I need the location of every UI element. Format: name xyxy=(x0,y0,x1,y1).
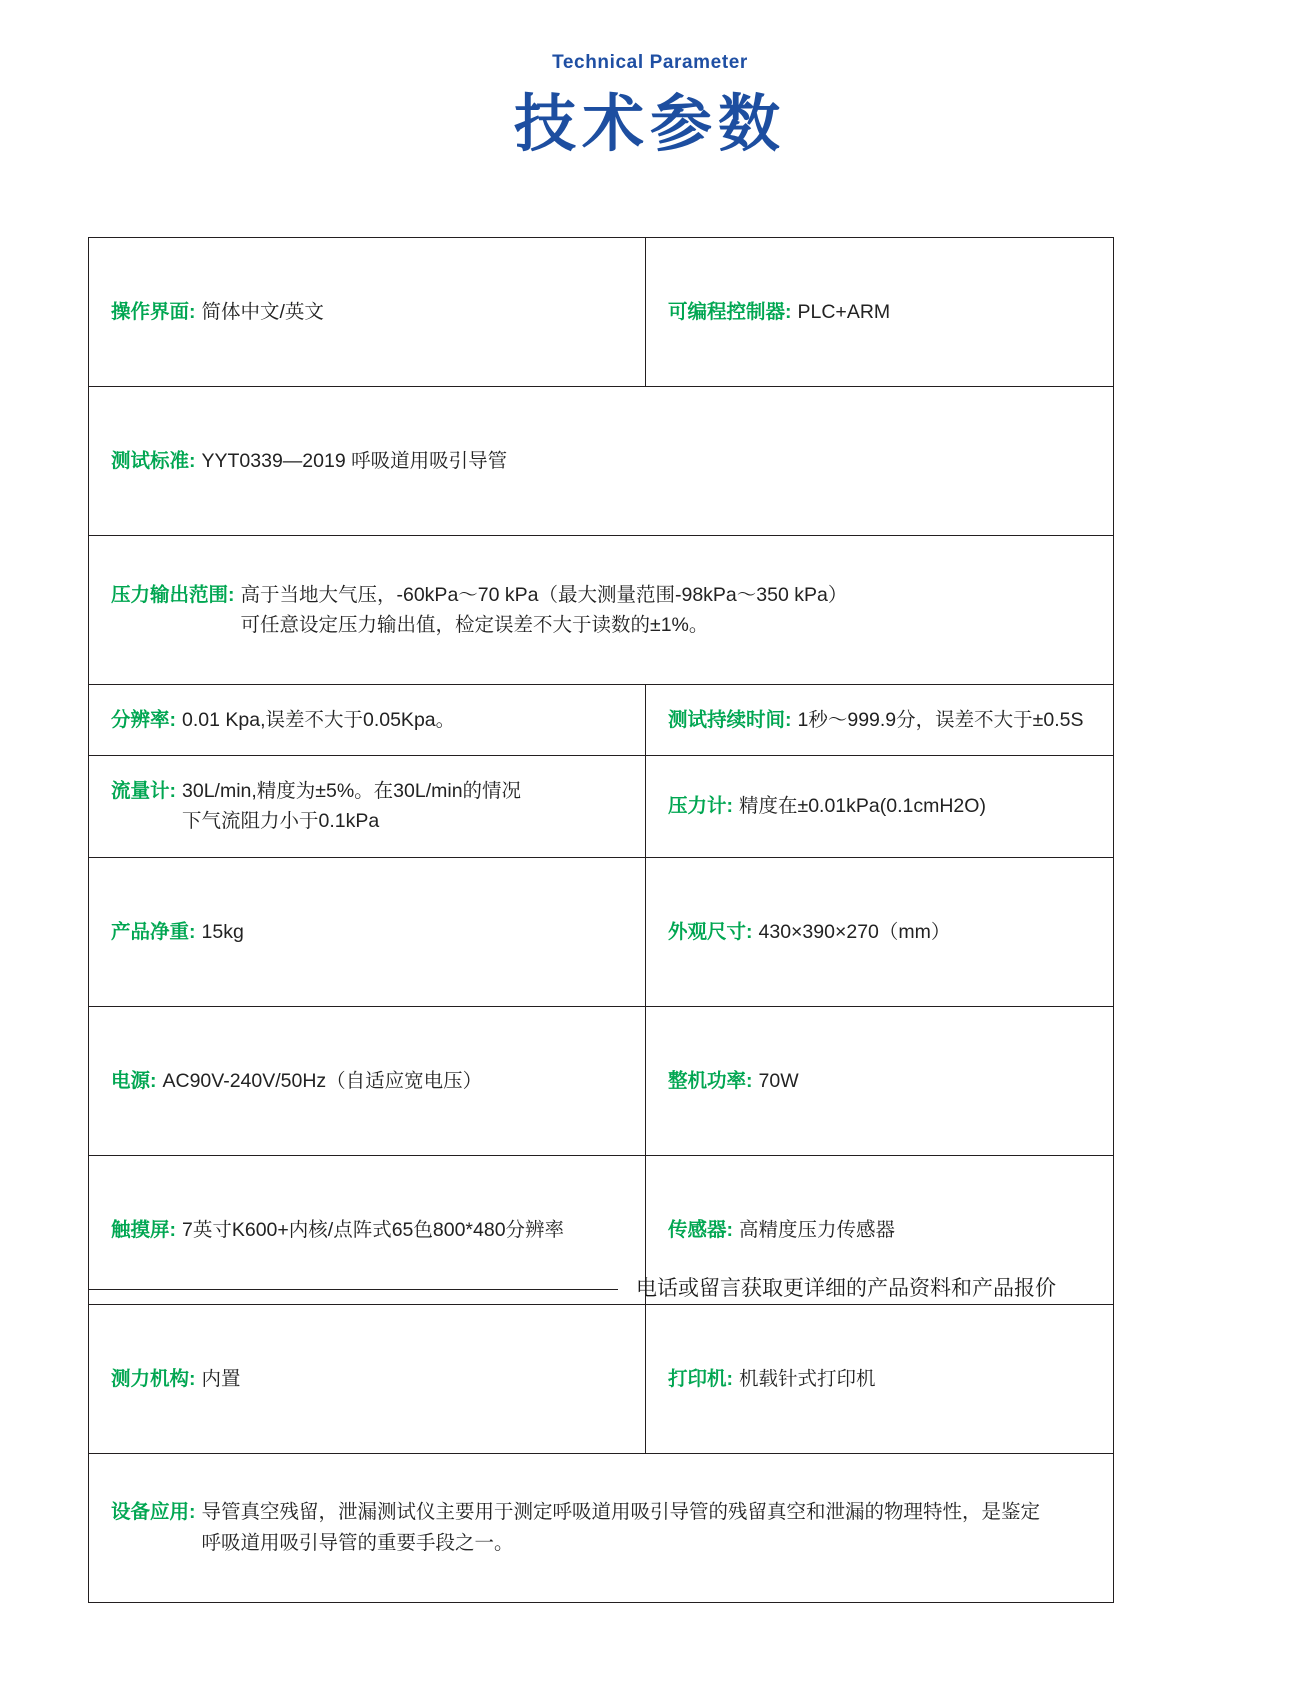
spec-label: 测力机构: xyxy=(111,1367,196,1390)
spec-value-line-2: 可任意设定压力输出值，检定误差不大于读数的±1%。 xyxy=(240,614,709,636)
spec-cell-application xyxy=(89,1453,1114,1602)
table-row xyxy=(89,685,1114,756)
spec-value-line-2: 下气流阻力小于0.1kPa xyxy=(182,810,380,833)
page-title: 技术参数 xyxy=(513,90,786,159)
spec-cell-plc-controller xyxy=(646,238,1114,387)
spec-cell-pressure-gauge xyxy=(646,756,1114,857)
spec-value: 机载针式打印机 xyxy=(739,1367,876,1390)
spec-label: 触摸屏: xyxy=(111,1218,176,1241)
spec-label: 压力计: xyxy=(668,795,733,818)
spec-label: 打印机: xyxy=(668,1367,733,1390)
spec-value: YYT0339—2019 呼吸道用吸引导管 xyxy=(201,449,508,472)
table-row xyxy=(89,756,1114,857)
spec-cell-net-weight xyxy=(89,857,646,1006)
spec-value: AC90V-240V/50Hz（自适应宽电压） xyxy=(162,1069,483,1092)
spec-value: 70W xyxy=(758,1069,799,1092)
table-row xyxy=(89,1453,1114,1602)
spec-cell-operation-interface xyxy=(89,238,646,387)
table-row xyxy=(89,857,1114,1006)
spec-value: 7英寸K600+内核/点阵式65色800*480分辨率 xyxy=(182,1218,565,1241)
spec-cell-test-duration xyxy=(646,685,1114,756)
spec-label: 传感器: xyxy=(668,1218,733,1241)
spec-value: PLC+ARM xyxy=(797,300,891,323)
spec-value-block xyxy=(202,1497,1092,1557)
spec-label: 整机功率: xyxy=(668,1069,753,1092)
spec-cell-total-power xyxy=(646,1006,1114,1155)
spec-cell-power-supply xyxy=(89,1006,646,1155)
spec-cell-test-standard xyxy=(89,387,1114,536)
spec-label: 压力输出范围: xyxy=(111,583,235,606)
table-row xyxy=(89,1006,1114,1155)
spec-value: 430×390×270（mm） xyxy=(758,920,951,943)
spec-value: 0.01 Kpa,误差不大于0.05Kpa。 xyxy=(182,709,456,731)
page-eyebrow: Technical Parameter xyxy=(552,52,748,73)
spec-label: 分辨率: xyxy=(111,709,176,731)
footer-divider xyxy=(88,1289,618,1290)
spec-value-line-1: 30L/min,精度为±5%。在30L/min的情况 xyxy=(182,780,522,803)
spec-label: 外观尺寸: xyxy=(668,920,753,943)
table-row xyxy=(89,238,1114,387)
table-row xyxy=(89,536,1114,685)
table-row xyxy=(89,387,1114,536)
spec-value-line-1: 高于当地大气压，-60kPa～70 kPa（最大测量范围-98kPa～350 kPa） xyxy=(240,583,848,606)
spec-value: 1秒～999.9分，误差不大于±0.5S xyxy=(797,709,1084,731)
table-row xyxy=(89,1304,1114,1453)
page-header xyxy=(0,0,1300,157)
spec-value: 内置 xyxy=(201,1367,241,1390)
page-footer xyxy=(88,1272,1114,1302)
spec-value-block xyxy=(241,580,1092,640)
spec-value: 简体中文/英文 xyxy=(201,300,324,323)
spec-cell-pressure-output-range xyxy=(89,536,1114,685)
spec-value: 15kg xyxy=(201,920,244,943)
spec-value-line-2: 呼吸道用吸引导管的重要手段之一。 xyxy=(201,1531,514,1554)
spec-label: 流量计: xyxy=(111,780,176,803)
spec-value-block xyxy=(182,776,623,836)
spec-label: 设备应用: xyxy=(111,1501,196,1524)
spec-table-wrapper xyxy=(88,237,1114,1603)
spec-cell-dimensions xyxy=(646,857,1114,1006)
spec-cell-printer xyxy=(646,1304,1114,1453)
spec-table xyxy=(88,237,1114,1603)
spec-cell-flow-meter xyxy=(89,756,646,857)
spec-label: 测试标准: xyxy=(111,449,196,472)
footer-contact-text: 电话或留言获取更详细的产品资料和产品报价 xyxy=(636,1277,1056,1300)
spec-label: 产品净重: xyxy=(111,920,196,943)
spec-label: 测试持续时间: xyxy=(668,709,792,731)
spec-value: 高精度压力传感器 xyxy=(739,1218,896,1241)
spec-label: 操作界面: xyxy=(111,300,196,323)
spec-value: 精度在±0.01kPa(0.1cmH2O) xyxy=(739,795,986,818)
spec-label: 电源: xyxy=(111,1069,157,1092)
spec-cell-force-mechanism xyxy=(89,1304,646,1453)
spec-label: 可编程控制器: xyxy=(668,300,792,323)
spec-value-line-1: 导管真空残留，泄漏测试仪主要用于测定呼吸道用吸引导管的残留真空和泄漏的物理特性，是鉴定 xyxy=(201,1501,1041,1524)
spec-cell-resolution xyxy=(89,685,646,756)
